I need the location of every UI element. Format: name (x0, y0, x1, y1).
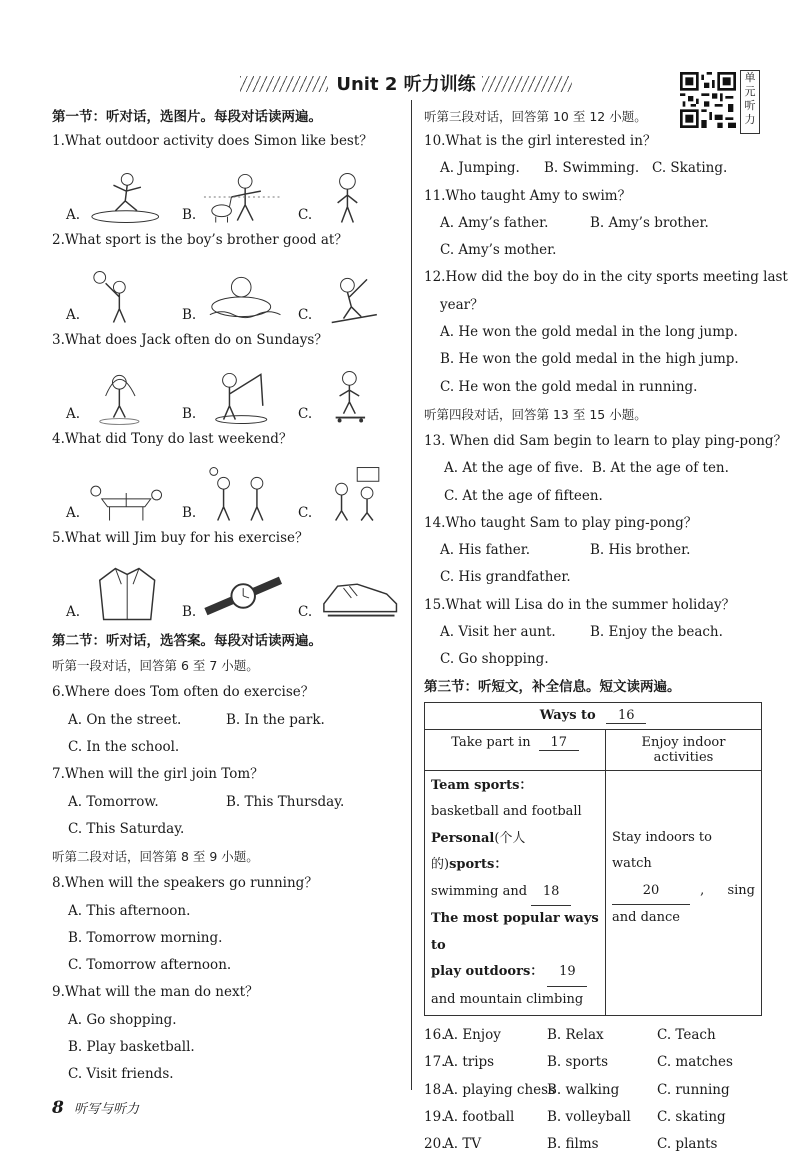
section2-heading: 第二节：听对话，选答案。每段对话读两遍。 (52, 633, 322, 650)
watch-picture[interactable] (202, 564, 284, 624)
dialogue-2-instruction: 听第二段对话，回答第 8 至 9 小题。 (52, 849, 259, 865)
basketball-kids-picture[interactable] (318, 465, 400, 525)
option-c[interactable]: C. Go shopping. (440, 651, 549, 668)
badminton-boy-picture[interactable] (86, 267, 168, 327)
popular-ways-label2: play outdoors： (431, 964, 544, 980)
table-col2-head: Enjoy indoor activities (606, 729, 762, 770)
option-a[interactable]: A. At the age of five. (444, 460, 584, 477)
table-indoor-cell (606, 770, 762, 1016)
qr-label-char: 力 (744, 113, 756, 126)
choices-16-20 (424, 1022, 769, 1158)
info-table (424, 702, 762, 1017)
option-b[interactable]: B. At the age of ten. (592, 460, 729, 477)
option-a[interactable]: A. Jumping. (440, 160, 520, 177)
blank-18[interactable]: 18 (531, 879, 571, 907)
question-10: 10.What is the girl interested in？ (424, 133, 657, 149)
option-b[interactable]: B. sports (547, 1054, 609, 1071)
option-b[interactable]: B. Enjoy the beach. (590, 624, 723, 641)
option-b[interactable]: B. Relax (547, 1027, 604, 1044)
personal-sports-label2: sports： (449, 857, 508, 873)
option-b[interactable]: B. This Thursday. (226, 793, 345, 810)
dialogue-1-instruction: 听第一段对话，回答第 6 至 7 小题。 (52, 658, 259, 674)
blank-19[interactable]: 19 (547, 959, 587, 987)
blank-17[interactable]: 17 (539, 735, 579, 751)
option-a[interactable]: A. Tomorrow. (68, 793, 159, 810)
choice-number: 19. (424, 1109, 446, 1126)
question-15: 15.What will Lisa do in the summer holiday？ (424, 596, 736, 613)
option-b[interactable]: B. volleyball (547, 1109, 631, 1126)
popular-ways-label: The most popular ways to (431, 911, 599, 953)
question-4: 4.What did Tony do last weekend？ (52, 430, 293, 447)
option-label: A. (66, 306, 81, 323)
choice-row (424, 1104, 769, 1131)
question-5: 5.What will Jim buy for his exercise？ (52, 530, 309, 547)
col1-head-text: Take part in (451, 734, 531, 750)
option-label: C. (298, 306, 313, 323)
question-13: 13. When did Sam begin to learn to play ping-pong？ (424, 432, 788, 449)
option-a[interactable]: A. trips (444, 1054, 495, 1071)
jump-rope-girl-picture[interactable] (86, 366, 168, 426)
jacket-picture[interactable] (86, 564, 168, 624)
option-label: B. (182, 604, 197, 621)
dog-walking-girl-picture[interactable] (202, 167, 284, 227)
skateboard-boy-picture[interactable] (318, 366, 400, 426)
option-c[interactable]: C. Skating. (652, 160, 728, 177)
question-9: 9.What will the man do next？ (52, 984, 259, 1001)
dialogue-3-instruction: 听第三段对话，回答第 10 至 12 小题。 (424, 109, 647, 124)
option-c[interactable]: C. Teach (657, 1027, 716, 1044)
question-6-options (52, 707, 400, 734)
question-6: 6.Where does Tom often do exercise？ (52, 684, 315, 701)
option-b[interactable]: B. He won the gold medal in the high jump. (440, 351, 739, 368)
option-label: C. (298, 207, 313, 224)
question-11-options (424, 210, 769, 237)
option-c[interactable]: C. His grandfather. (440, 569, 571, 586)
team-sports-label: Team sports： (431, 777, 533, 793)
option-c[interactable]: C. Amy’s mother. (440, 242, 557, 259)
qr-label-char: 听 (744, 99, 756, 112)
question-4-options (52, 453, 400, 525)
option-label: C. (298, 604, 313, 621)
option-c[interactable]: C. In the school. (68, 739, 180, 756)
option-b[interactable]: B. Swimming. (544, 160, 640, 177)
qr-label-char: 单 (744, 71, 756, 84)
option-a[interactable]: A. playing chess (444, 1081, 556, 1098)
option-label: B. (182, 405, 197, 422)
question-14-options (424, 537, 769, 564)
question-1: 1.What outdoor activity does Simon like best？ (52, 133, 373, 149)
table-title: Ways to (539, 707, 596, 723)
table-outdoor-cell (425, 770, 606, 1016)
decorative-hatch-left (240, 76, 328, 92)
section3-heading: 第三节：听短文，补全信息。短文读两遍。 (424, 678, 681, 695)
option-label: A. (66, 405, 81, 422)
option-a[interactable]: A. TV (444, 1136, 482, 1153)
question-14: 14.Who taught Sam to play ping-pong？ (424, 514, 698, 531)
choice-row (424, 1077, 769, 1104)
table-col1-head (425, 729, 606, 770)
badminton-kids-picture[interactable] (202, 465, 284, 525)
indoor-text2: and dance (612, 910, 680, 926)
question-10-options (424, 155, 769, 182)
skiing-boy-picture[interactable] (318, 267, 400, 327)
decorative-hatch-right (482, 76, 572, 92)
option-label: A. (66, 505, 81, 522)
question-15-options (424, 619, 769, 646)
question-8: 8.When will the speakers go running？ (52, 875, 318, 892)
table-title-cell (425, 702, 762, 729)
book-title: 听写与听力 (73, 1102, 139, 1117)
question-2-options (52, 255, 400, 327)
option-c[interactable]: C. matches (657, 1054, 733, 1071)
popular-ways-text: and mountain climbing (431, 991, 584, 1007)
option-label: B. (182, 207, 197, 224)
blank-20[interactable]: 20 (612, 878, 690, 906)
page-footer (52, 1098, 139, 1118)
option-c[interactable]: C. At the age of fifteen. (444, 487, 603, 504)
option-b[interactable]: B. His brother. (590, 542, 691, 559)
option-a[interactable]: A. On the street. (68, 711, 182, 728)
ping-pong-kids-picture[interactable] (86, 465, 168, 525)
option-a[interactable]: A. He won the gold medal in the long jump. (440, 324, 738, 341)
question-3-options (52, 354, 400, 426)
fishing-boy-picture[interactable] (202, 366, 284, 426)
question-13-options (424, 455, 769, 482)
option-c[interactable]: C. This Saturday. (68, 820, 185, 837)
indoor-text: Stay indoors to watch (612, 829, 712, 872)
option-label: B. (182, 505, 197, 522)
option-c[interactable]: C. skating (657, 1109, 726, 1126)
question-2: 2.What sport is the boy’s brother good at？ (52, 232, 348, 249)
personal-sports-label: Personal (431, 830, 495, 846)
option-c[interactable]: C. Tomorrow afternoon. (68, 957, 232, 974)
option-a[interactable]: A. This afternoon. (68, 902, 191, 919)
question-5-options (52, 552, 400, 624)
indoor-comma: , (700, 882, 705, 898)
page-number: 8 (52, 1098, 64, 1118)
boy-picture[interactable] (318, 167, 400, 227)
choice-number: 17. (424, 1054, 446, 1071)
option-a[interactable]: A. football (444, 1109, 515, 1126)
option-b[interactable]: B. In the park. (226, 711, 325, 728)
option-a[interactable]: A. Visit her aunt. (440, 624, 556, 641)
option-a[interactable]: A. Amy’s father. (440, 214, 549, 231)
section1-heading: 第一节：听对话，选图片。每段对话读两遍。 (52, 109, 322, 125)
page-title: Unit 2 听力训练 (336, 74, 476, 95)
option-a[interactable]: A. Enjoy (444, 1027, 501, 1044)
option-label: C. (298, 505, 313, 522)
option-label: C. (298, 405, 313, 422)
choice-number: 18. (424, 1081, 446, 1098)
question-7: 7.When will the girl join Tom？ (52, 766, 264, 783)
dialogue-4-instruction: 听第四段对话，回答第 13 至 15 小题。 (424, 406, 647, 422)
option-label: A. (66, 207, 81, 224)
option-b[interactable]: B. Tomorrow morning. (68, 929, 223, 946)
column-divider (411, 100, 412, 1090)
choice-number: 20. (424, 1136, 446, 1153)
question-1-options (52, 155, 400, 227)
option-b[interactable]: B. walking (547, 1081, 620, 1098)
blank-16[interactable]: 16 (606, 708, 646, 724)
option-c[interactable]: C. He won the gold medal in running. (440, 378, 698, 395)
choice-row (424, 1049, 769, 1076)
question-12: 12.How did the boy do in the city sports meeting last (424, 269, 788, 286)
right-column (424, 106, 788, 1159)
question-11: 11.Who taught Amy to swim？ (424, 187, 632, 204)
surfing-boy-picture[interactable] (86, 167, 168, 227)
option-b[interactable]: B. films (547, 1136, 599, 1153)
personal-paren: (个人的) (431, 830, 526, 873)
choice-row (424, 1131, 769, 1158)
option-b[interactable]: B. Amy’s brother. (590, 214, 709, 231)
option-c[interactable]: C. Visit friends. (68, 1066, 174, 1083)
sneakers-picture[interactable] (318, 564, 400, 624)
indoor-sing: sing (727, 882, 755, 898)
question-12-continued: year？ (440, 296, 484, 313)
option-b[interactable]: B. Play basketball. (68, 1039, 195, 1056)
option-a[interactable]: A. His father. (440, 542, 531, 559)
question-7-options (52, 789, 400, 816)
question-3: 3.What does Jack often do on Sundays？ (52, 331, 328, 348)
choice-number: 16. (424, 1027, 446, 1044)
option-c[interactable]: C. plants (657, 1136, 718, 1153)
option-label: A. (66, 604, 81, 621)
team-sports-text: basketball and football (431, 804, 582, 820)
option-c[interactable]: C. running (657, 1081, 730, 1098)
choice-row (424, 1022, 769, 1049)
swimming-boy-picture[interactable] (202, 267, 284, 327)
option-a[interactable]: A. Go shopping. (68, 1011, 177, 1028)
option-label: B. (182, 306, 197, 323)
personal-sports-text: swimming and (431, 883, 528, 899)
left-column (52, 106, 400, 1089)
qr-label-char: 元 (744, 85, 756, 98)
